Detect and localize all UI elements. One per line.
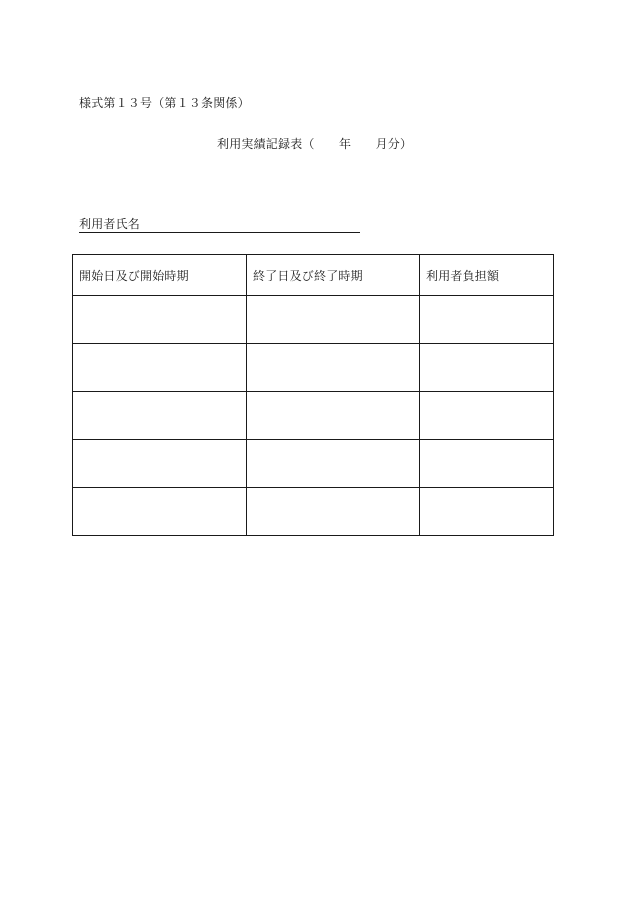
end-date-cell[interactable] xyxy=(247,488,420,536)
header-start-date: 開始日及び開始時期 xyxy=(73,255,247,296)
header-user-charge: 利用者負担額 xyxy=(420,255,554,296)
start-date-cell[interactable] xyxy=(73,296,247,344)
table-row xyxy=(73,296,554,344)
start-date-cell[interactable] xyxy=(73,488,247,536)
usage-record-table xyxy=(72,254,554,536)
user-name-field[interactable] xyxy=(79,216,360,233)
user-charge-cell[interactable] xyxy=(420,296,554,344)
end-date-cell[interactable] xyxy=(247,440,420,488)
user-charge-cell[interactable] xyxy=(420,488,554,536)
start-date-cell[interactable] xyxy=(73,392,247,440)
start-date-cell[interactable] xyxy=(73,440,247,488)
table-row xyxy=(73,488,554,536)
form-number: 様式第１３号（第１３条関係） xyxy=(79,96,250,110)
user-charge-cell[interactable] xyxy=(420,392,554,440)
start-date-cell[interactable] xyxy=(73,344,247,392)
table-row xyxy=(73,344,554,392)
table-header-row xyxy=(73,255,554,296)
end-date-cell[interactable] xyxy=(247,392,420,440)
user-charge-cell[interactable] xyxy=(420,344,554,392)
table-row xyxy=(73,440,554,488)
end-date-cell[interactable] xyxy=(247,296,420,344)
end-date-cell[interactable] xyxy=(247,344,420,392)
user-charge-cell[interactable] xyxy=(420,440,554,488)
document-title: 利用実績記録表（ 年 月分） xyxy=(217,137,413,151)
user-name-label: 利用者氏名 xyxy=(79,217,141,231)
table-row xyxy=(73,392,554,440)
header-end-date: 終了日及び終了時期 xyxy=(247,255,420,296)
